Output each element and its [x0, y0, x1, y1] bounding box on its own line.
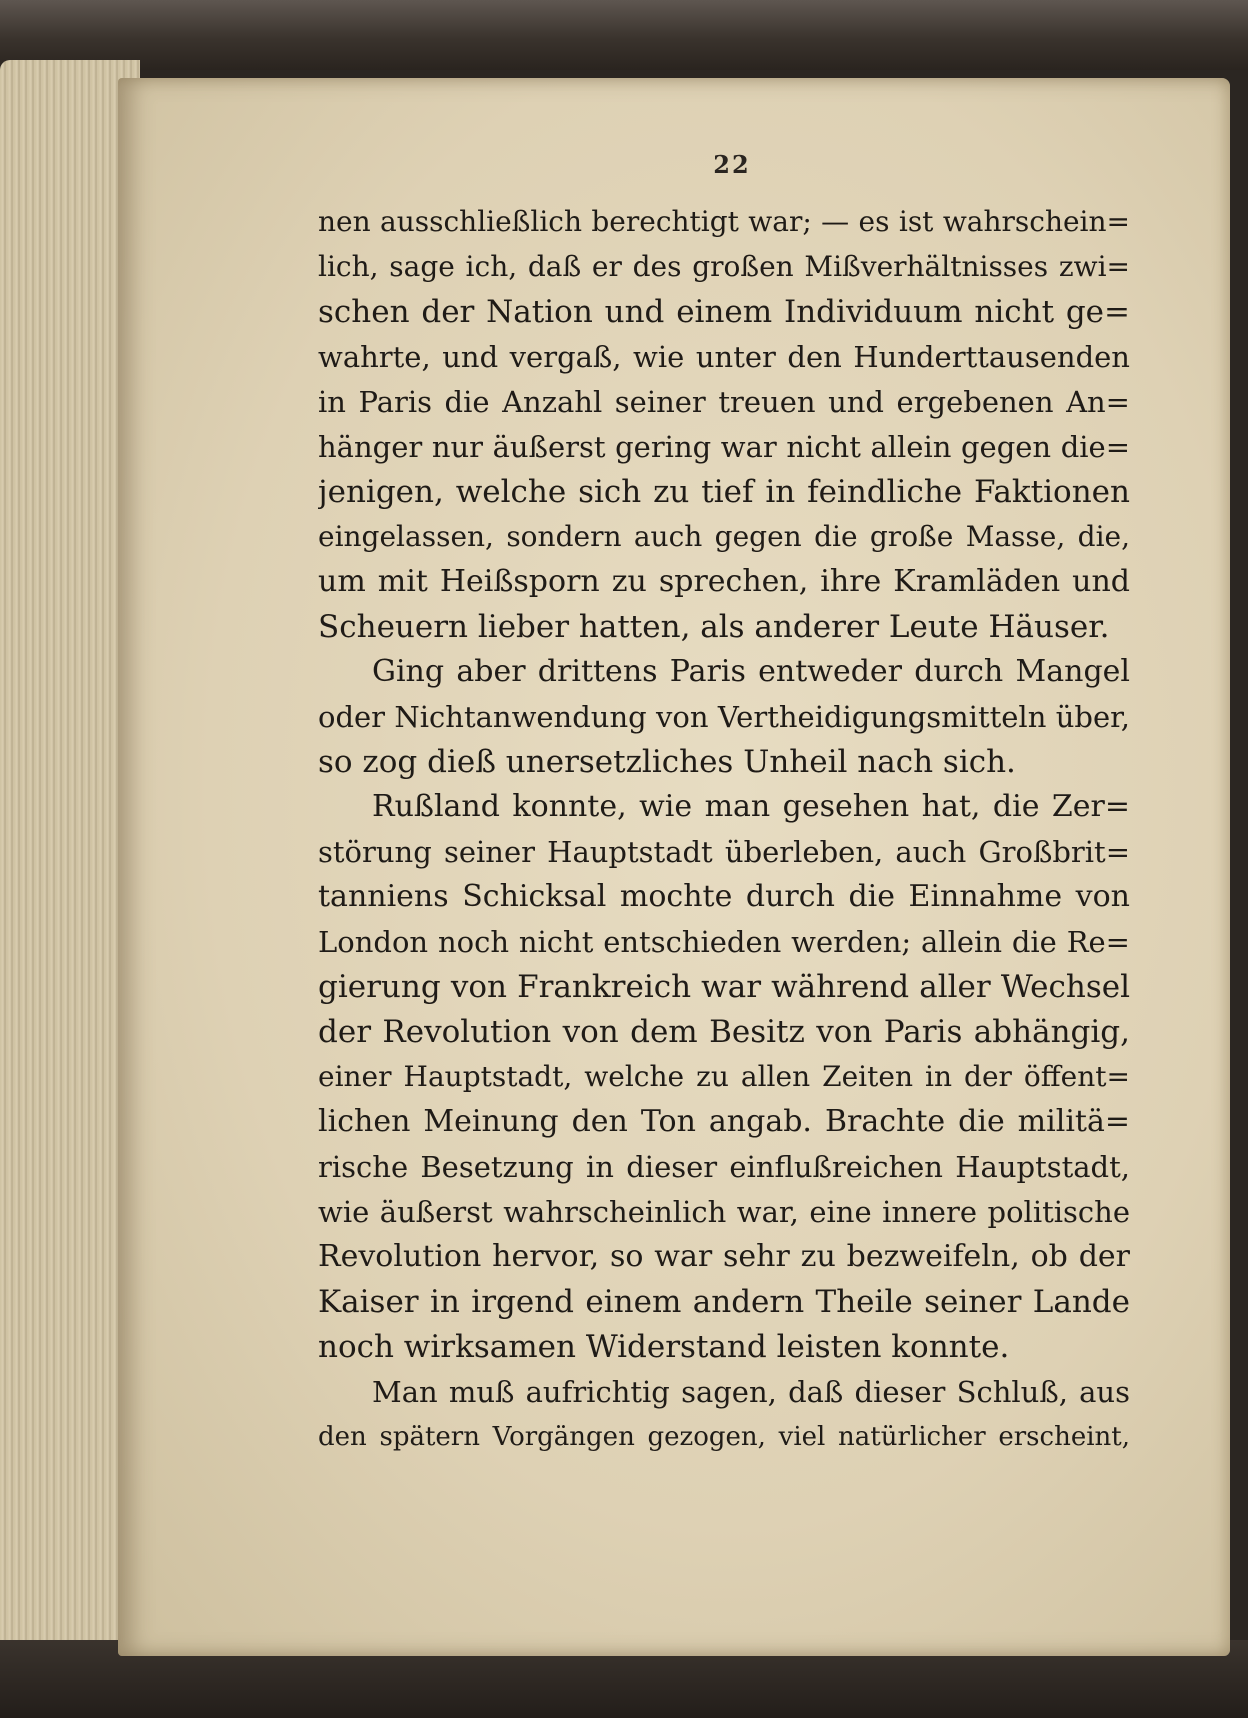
text-line-13: so zog dieß unersetzliches Unheil nach sich. [318, 744, 1016, 780]
text-line-8: eingelassen, sondern auch gegen die große Masse, die, [318, 520, 1130, 553]
text-line-12: oder Nichtanwendung von Vertheidigungsmitteln über, [318, 700, 1130, 734]
text-line-15: störung seiner Hauptstadt überleben, auch Großbrit= [318, 835, 1130, 869]
text-line-4: wahrte, und vergaß, wie unter den Hunderttausenden [318, 340, 1130, 374]
text-line-5: in Paris die Anzahl seiner treuen und ergebenen An= [318, 385, 1130, 419]
text-line-14: Rußland konnte, wie man gesehen hat, die Zer= [372, 789, 1130, 824]
text-line-26: noch wirksamen Widerstand leisten konnte. [318, 1329, 1010, 1365]
text-line-20: einer Hauptstadt, welche zu allen Zeiten in der öffent= [318, 1060, 1130, 1093]
text-line-7: jenigen, welche sich zu tief in feindliche Faktionen [318, 474, 1130, 510]
text-line-3: schen der Nation und einem Individuum nicht ge= [318, 294, 1130, 330]
text-line-16: tanniens Schicksal mochte durch die Einnahme von [318, 879, 1130, 914]
text-line-6: hänger nur äußerst gering war nicht allein gegen die= [318, 430, 1130, 464]
text-line-2: lich, sage ich, daß er des großen Mißverhältnisses zwi= [318, 250, 1130, 283]
text-line-25: Kaiser in irgend einem andern Theile seiner Lande [318, 1284, 1130, 1320]
text-line-1: nen ausschließlich berechtigt war; — es ist wahrschein= [318, 205, 1130, 238]
text-line-17: London noch nicht entschieden werden; allein die Re= [318, 925, 1130, 959]
text-line-18: gierung von Frankreich war während aller Wechsel [318, 969, 1130, 1005]
text-line-11: Ging aber drittens Paris entweder durch Mangel [372, 654, 1130, 689]
text-line-22: rische Besetzung in dieser einflußreichen Hauptstadt, [318, 1150, 1130, 1184]
text-line-27: Man muß aufrichtig sagen, daß dieser Schluß, aus [372, 1375, 1130, 1409]
text-line-24: Revolution hervor, so war sehr zu bezweifeln, ob der [318, 1239, 1130, 1274]
text-line-10: Scheuern lieber hatten, als anderer Leute Häuser. [318, 609, 1110, 645]
text-line-28: den spätern Vorgängen gezogen, viel natürlicher erscheint, [318, 1422, 1130, 1452]
page-number: 22 [713, 150, 751, 179]
book-cover-top [0, 0, 1248, 70]
text-line-23: wie äußerst wahrscheinlich war, eine innere politische [318, 1195, 1130, 1229]
text-line-21: lichen Meinung den Ton angab. Brachte die militä= [318, 1104, 1130, 1139]
text-line-9: um mit Heißsporn zu sprechen, ihre Kramläden und [318, 564, 1130, 599]
text-line-19: der Revolution von dem Besitz von Paris abhängig, [318, 1014, 1130, 1050]
